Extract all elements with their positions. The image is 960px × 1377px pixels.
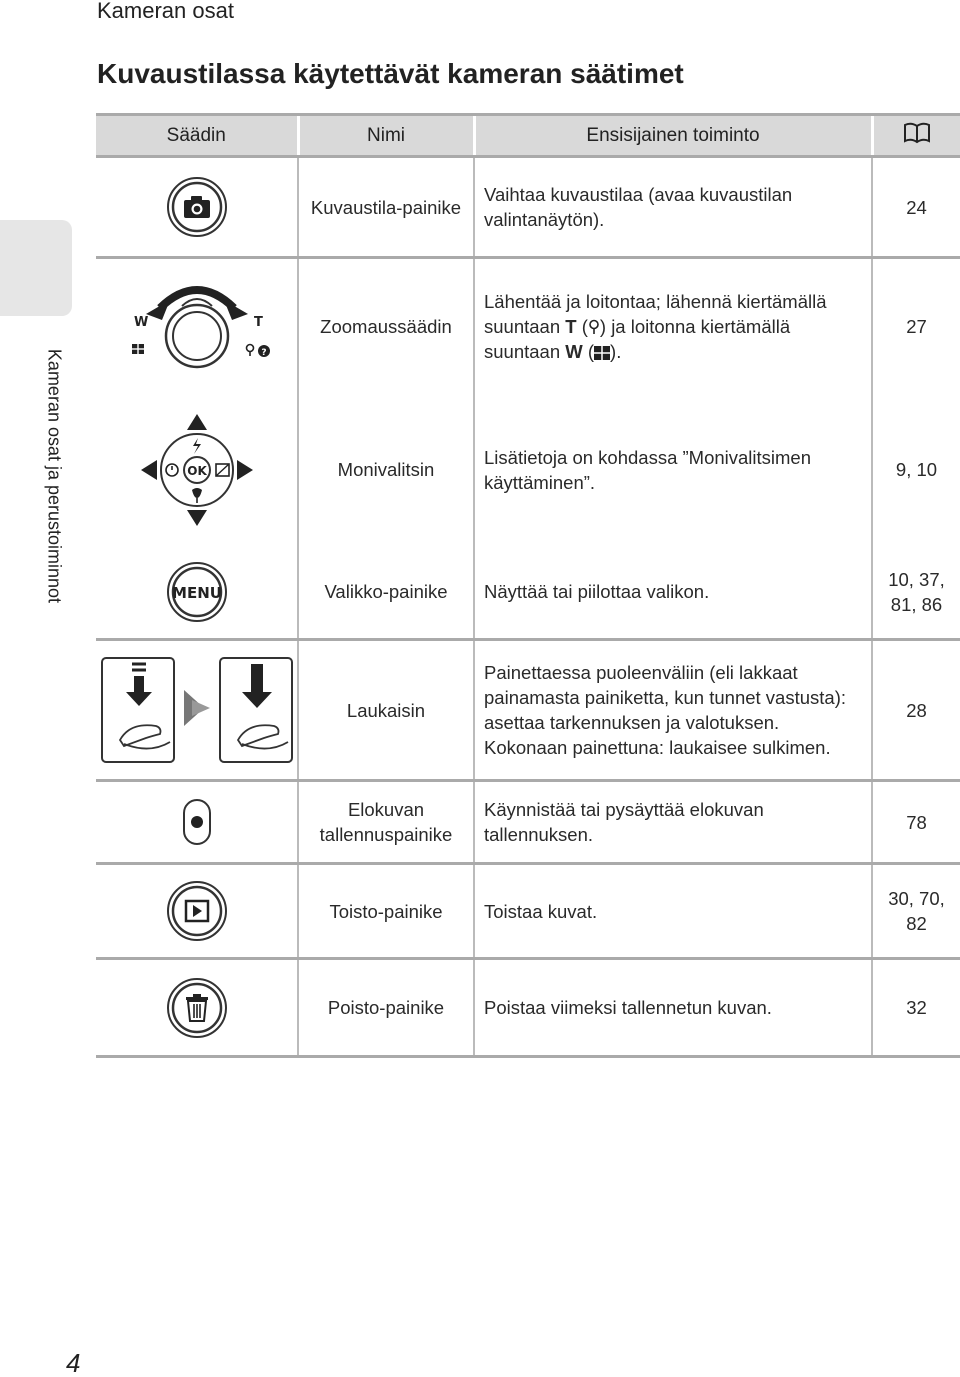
row-ref — [872, 864, 960, 959]
shutter-release-icon — [96, 640, 298, 781]
controls-table — [96, 113, 960, 1058]
camera-shooting-mode-button-icon — [96, 157, 298, 258]
row-function: Lisätietoja on kohdassa ”Monivalitsimen käyttäminen”. — [474, 394, 872, 546]
row-function: Poistaa viimeksi tallennetun kuvan. — [474, 959, 872, 1057]
row-function — [474, 258, 872, 394]
ref-line: 81, 86 — [890, 593, 943, 615]
thumbnail-icon — [594, 341, 610, 362]
table-row — [96, 394, 960, 546]
row-ref: 78 — [872, 781, 960, 864]
table-row — [96, 157, 960, 258]
row-name: Valikko-painike — [298, 546, 474, 640]
menu-label: MENU — [171, 583, 222, 602]
zoom-func-text-5: ). — [610, 340, 622, 362]
table-row — [96, 546, 960, 640]
side-tab-marker — [0, 220, 72, 316]
page-title: Kuvaustilassa käytettävät kameran säätimet — [97, 58, 684, 89]
name-line: Elokuvan — [347, 799, 425, 820]
table-row — [96, 959, 960, 1057]
help-icon — [258, 345, 270, 358]
thumbnail-icon — [132, 344, 144, 354]
zoom-func-text-2: ( — [576, 315, 588, 337]
header-name: Nimi — [298, 115, 474, 157]
zoom-control-icon — [96, 258, 298, 394]
function-line: Kokonaan painettuna: laukaisee sulkimen. — [484, 737, 831, 758]
ref-line: 10, 37, — [888, 568, 945, 590]
header-reference — [872, 115, 960, 157]
row-ref: 28 — [872, 640, 960, 781]
table-row — [96, 781, 960, 864]
row-ref: 9, 10 — [872, 394, 960, 546]
section-header: Kameran osat — [97, 0, 234, 23]
row-ref: 32 — [872, 959, 960, 1057]
function-line: Painettaessa puoleenväliin (eli lakkaat painamasta painiketta, kun tunnet vastusta): asettaa tarkennuksen ja valotuksen. — [484, 662, 846, 733]
svg-text:?: ? — [260, 348, 267, 359]
row-ref — [872, 546, 960, 640]
row-function — [474, 640, 872, 781]
row-function: Käynnistää tai pysäyttää elokuvan tallennuksen. — [474, 781, 872, 864]
row-name: Laukaisin — [298, 640, 474, 781]
zoom-wide-label: W — [133, 315, 148, 331]
row-function: Vaihtaa kuvaustilaa (avaa kuvaustilan valintanäytön). — [474, 157, 872, 258]
row-name — [298, 781, 474, 864]
name-line: tallennuspainike — [319, 824, 453, 845]
zoom-func-text-4: ( — [582, 340, 595, 362]
wide-symbol: W — [565, 340, 583, 362]
page-number: 4 — [66, 1348, 81, 1377]
row-function: Näyttää tai piilottaa valikon. — [474, 546, 872, 640]
delete-button-icon — [96, 959, 298, 1057]
row-name: Toisto-painike — [298, 864, 474, 959]
table-row — [96, 258, 960, 394]
row-name: Monivalitsin — [298, 394, 474, 546]
row-name: Zoomaussäädin — [298, 258, 474, 394]
table-row — [96, 640, 960, 781]
playback-button-icon — [96, 864, 298, 959]
table-header-row — [96, 115, 960, 157]
magnify-icon — [588, 316, 600, 337]
zoom-func-text-3: ) ja loitonna kiertämällä suuntaan — [484, 315, 791, 362]
playback-zoom-icon — [246, 345, 253, 357]
menu-button-icon — [96, 546, 298, 640]
ok-label: OK — [186, 463, 207, 478]
tele-symbol: T — [565, 315, 577, 337]
row-ref: 24 — [872, 157, 960, 258]
multi-selector-icon — [96, 394, 298, 546]
zoom-func-text-1: Lähentää ja loitontaa; lähennä kiertämällä suuntaan — [484, 290, 827, 337]
row-name: Kuvaustila-painike — [298, 157, 474, 258]
side-tab-label: Kameran osat ja perustoiminnot — [44, 348, 65, 604]
ref-line: 30, 70, — [888, 888, 945, 909]
movie-record-button-icon — [96, 781, 298, 864]
ref-line: 82 — [906, 913, 927, 934]
header-control: Säädin — [96, 115, 298, 157]
table-row — [96, 864, 960, 959]
book-reference-icon — [903, 122, 931, 150]
row-name: Poisto-painike — [298, 959, 474, 1057]
row-function: Toistaa kuvat. — [474, 864, 872, 959]
zoom-tele-label: T — [253, 315, 263, 331]
header-function: Ensisijainen toiminto — [474, 115, 872, 157]
row-ref: 27 — [872, 258, 960, 394]
